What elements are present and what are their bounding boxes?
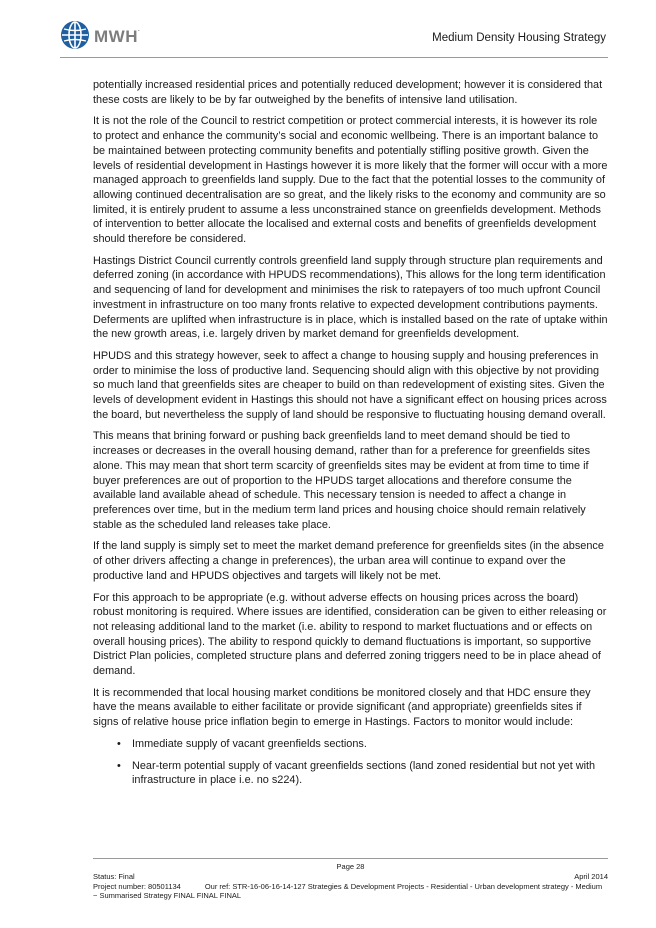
date-text: April 2014 <box>574 872 608 881</box>
document-title: Medium Density Housing Strategy <box>432 32 606 44</box>
project-number: Project number: 80501134 <box>93 881 181 891</box>
bullet-icon: • <box>117 737 121 750</box>
list-item-text: Near-term potential supply of vacant greenfields sections (land zoned residential but not yet with infrastructure in place i.e. no s224). <box>132 759 596 787</box>
status-text: Status: Final <box>93 872 135 881</box>
mwh-logo <box>60 20 160 52</box>
paragraph: Hastings District Council currently controls greenfield land supply through structure plan requirements and deferred zoning (in accordance with HPUDS recommendations), This allows for the long term identification and sequencing of land for development and minimises the risk to ratepayers of too much upfront Council investment in infrastructure on too many fronts relative to expected development contributions payments. Deferments are uplifted when infrastructure is in place, which is installed based on the rate of uptake within the new growth areas, i.e. largely driven by market demand for greenfields development. <box>93 254 608 341</box>
header-divider <box>60 57 608 58</box>
paragraph: If the land supply is simply set to meet the market demand preference for greenfields sites (in the absence of other drivers affecting a change in preferences), the urban area will continue to expand over the productive land and HPUDS objectives and targets will likely not be met. <box>93 540 604 582</box>
logo-text: MWH. <box>94 27 141 46</box>
list-item-text: Immediate supply of vacant greenfields sections. <box>132 737 367 750</box>
globe-icon <box>60 20 90 50</box>
paragraph: potentially increased residential prices and potentially reduced development; however it is considered that these costs are likely to be by far outweighed by the benefits of intensive land utilisation. <box>93 79 603 106</box>
paragraph: HPUDS and this strategy however, seek to affect a change to housing supply and housing preferences in order to minimise the loss of productive land. Sequencing should align with this objective by not providing so much land that greenfields sites are cheaper to build on than redevelopment of existing sites. Given the levels of development evident in Hastings this should not have a significant effect on housing prices across the board, but nevertheless the supply of land should be responsive to fluctuating housing demand overall. <box>93 349 607 421</box>
paragraph: It is recommended that local housing market conditions be monitored closely and that HDC ensure they have the means available to either facilitate or provide significant (and appropriate) greenfields sites if signs of relative house price inflation begin to emerge in Hastings. Factors to monitor would include: <box>93 686 591 729</box>
page-footer <box>93 872 608 901</box>
list-item <box>93 759 608 788</box>
reference-text: Our ref: STR-16-06-16-14-127 Strategies & Development Projects - Residential - Urban development strategy - Medium ~ Summarised Strategy FINAL FINAL FINAL <box>93 881 603 901</box>
page-body <box>93 78 608 795</box>
list-item <box>93 737 608 752</box>
page-header <box>60 18 608 58</box>
paragraph: For this approach to be appropriate (e.g. without adverse effects on housing prices across the board) robust monitoring is required. Where issues are identified, consideration can be given to either releasing or not releasing additional land to the market (i.e. ability to respond to market fluctuations and or effects on overall housing prices). The ability to respond quickly to demand fluctuations is important, so supportive District Plan policies, completed structure plans and deferred zoning triggers need to be in place ahead of demand. <box>93 591 607 678</box>
bullet-icon: • <box>117 759 121 772</box>
factor-list <box>93 737 608 788</box>
footer-divider <box>93 858 608 859</box>
page-number: Page 28 <box>336 862 365 871</box>
paragraph: This means that brining forward or pushing back greenfields land to meet demand should be tied to increases or decreases in the overall housing demand, rather than for a preference for greenfields sites alone. This may mean that short term scarcity of greenfields sites may be evident at from time to time if buyer preferences are out of proportion to the HPUDS target allocations and therefore consume the available land available ahead of schedule. This necessary tension is needed to affect a change in preferences over time, but in the medium term land prices and housing choice should remain relatively stable as the scheduled land releases take place. <box>93 430 591 531</box>
paragraph: It is not the role of the Council to restrict competition or protect commercial interests, it is however its role to protect and enhance the community’s social and economic wellbeing. There is an important balance to be maintained between protecting community benefits and potentially stifling positive growth. Given the levels of residential development in Hastings however it is more likely that the former will occur with a more managed approach to greenfields land supply. Due to the fact that the potential losses to the community of allowing continued decentralisation are so great, and the likely risks to the economy and community are so limited, it is entirely prudent to assume a less unconstrained stance on greenfields development. Methods of intervention to better allocate the localised and external costs and benefits of greenfields development should therefore be considered. <box>93 115 608 246</box>
